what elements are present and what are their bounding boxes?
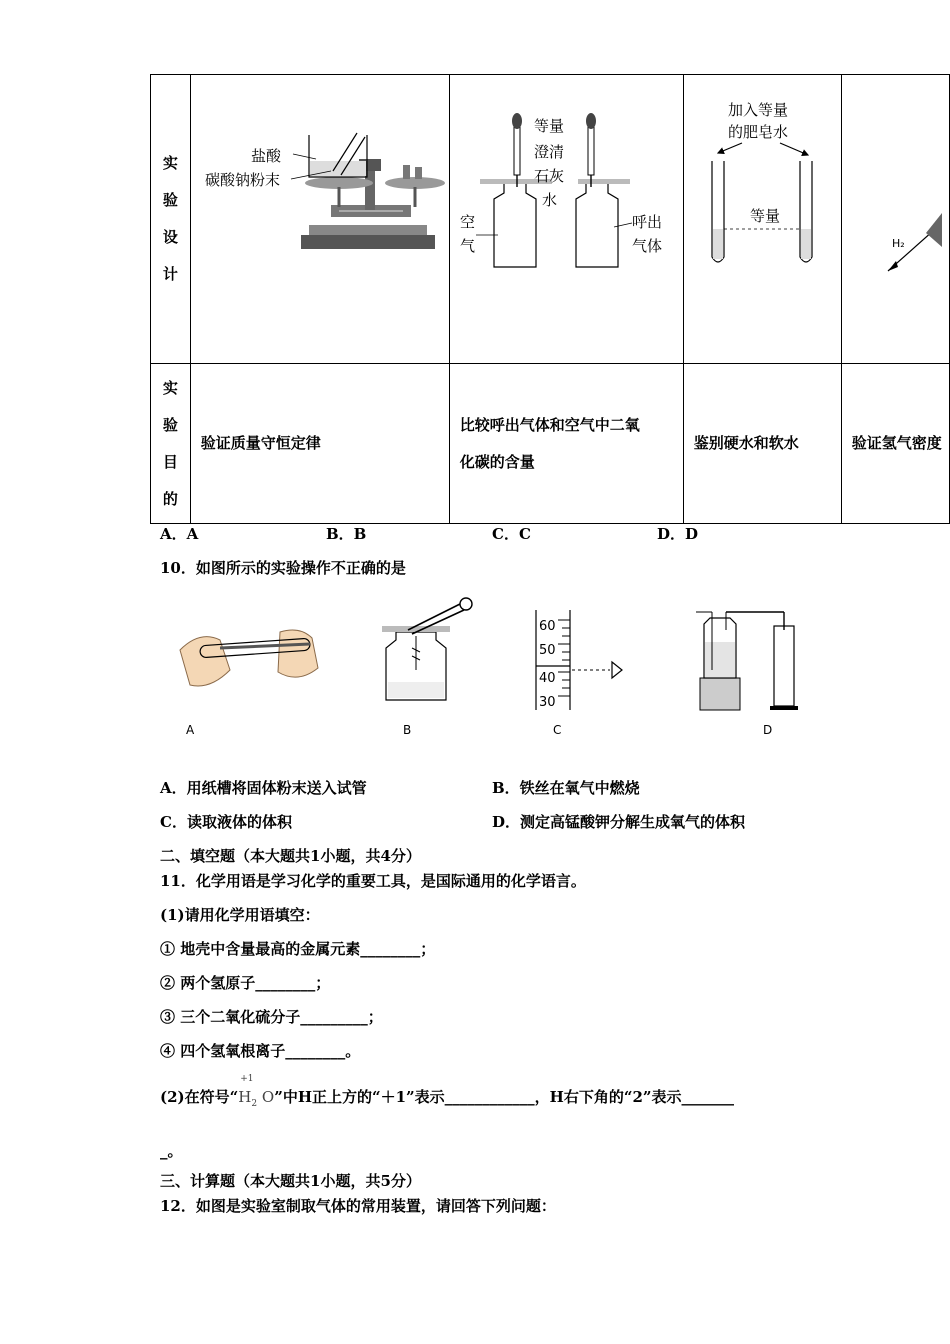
bottles-diagram <box>450 75 683 359</box>
cylinder-tick: 50 <box>539 643 556 658</box>
q11-item-2: ② 两个氢原子________； <box>160 974 331 992</box>
balloon <box>926 213 942 247</box>
q9-option-b[interactable]: B．B <box>326 525 367 543</box>
weight <box>403 165 410 179</box>
header-char: 设 <box>162 228 178 246</box>
label-equal-amount: 等量 <box>749 207 780 225</box>
section3-heading: 三、计算题（本大题共1小题，共5分） <box>160 1172 421 1190</box>
q11-part2 <box>160 1074 735 1109</box>
balance-base <box>301 235 435 249</box>
goal-b-line2: 化碳的含量 <box>459 452 535 471</box>
label-soap: 加入等量 <box>727 101 788 119</box>
exhaled-bottle <box>576 183 618 267</box>
fig-label-d: D <box>763 723 773 737</box>
fig-label-c: C <box>553 723 562 737</box>
label-na2co3: 碳酸钠粉末 <box>204 171 280 189</box>
q11-part2-pre: (2)在符号“ <box>160 1088 239 1106</box>
weight <box>415 167 422 179</box>
header-char: 实 <box>162 378 178 397</box>
goal-b <box>449 364 683 524</box>
q9-option-c[interactable]: C．C <box>492 525 531 543</box>
header-char: 实 <box>162 154 178 172</box>
q10-option-d[interactable]: D．测定高锰酸钾分解生成氧气的体积 <box>492 813 746 831</box>
q11-part1: (1)请用化学用语填空： <box>160 906 320 924</box>
label-hcl: 盐酸 <box>250 147 281 165</box>
symbol-h: H <box>238 1088 252 1106</box>
balance-base-top <box>309 225 427 235</box>
label-air: 空 <box>459 213 475 231</box>
q11-part2-end: _。 <box>160 1142 183 1160</box>
q12-stem: 12．如图是实验室制取气体的常用装置，请回答下列问题： <box>160 1197 556 1215</box>
q11-item-1: ① 地壳中含量最高的金属元素________； <box>160 940 436 958</box>
figure-b-jar <box>382 598 472 700</box>
q11-item-4: ④ 四个氢氧根离子________。 <box>160 1042 361 1060</box>
q10-figures <box>160 590 820 740</box>
goal-b-line1: 比较呼出气体和空气中二氧 <box>459 415 640 434</box>
section2-heading: 二、填空题（本大题共1小题，共4分） <box>160 847 421 865</box>
symbol-charge: +1 <box>240 1074 254 1084</box>
symbol-subscript: 2 <box>251 1099 258 1109</box>
goal-d: 验证氢气密度 <box>841 364 949 524</box>
design-cell-b <box>449 75 683 364</box>
label-air: 气 <box>459 237 475 255</box>
cylinder-tick: 30 <box>539 695 556 710</box>
cylinder-tick: 40 <box>539 671 556 686</box>
test-tubes-diagram <box>684 75 841 359</box>
header-char: 计 <box>162 265 178 283</box>
symbol-o: O <box>261 1088 275 1106</box>
header-char: 目 <box>162 452 178 471</box>
header-char: 验 <box>162 415 178 434</box>
chemical-symbol <box>238 1074 275 1109</box>
header-char: 验 <box>162 191 178 209</box>
q9-option-a[interactable]: A．A <box>160 525 199 543</box>
dropper-right <box>588 127 594 175</box>
q11-item-3: ③ 三个二氧化硫分子_________； <box>160 1008 383 1026</box>
q10-option-c[interactable]: C．读取液体的体积 <box>160 813 292 831</box>
q11-stem: 11．化学用语是学习化学的重要工具，是国际通用的化学语言。 <box>160 872 586 890</box>
q9-option-d[interactable]: D．D <box>657 525 699 543</box>
row-header-design <box>151 75 191 364</box>
figure-a-hands <box>180 630 318 686</box>
label-h2: H₂ <box>891 237 905 250</box>
label-exhaled: 呼出 <box>631 213 662 231</box>
air-bottle <box>494 183 536 267</box>
goal-c: 鉴别硬水和软水 <box>683 364 841 524</box>
design-cell-d <box>841 75 949 364</box>
design-cell-c <box>683 75 841 364</box>
fig-label-b: B <box>403 723 412 737</box>
label-soap: 的肥皂水 <box>727 123 788 141</box>
cylinder-tick: 60 <box>539 619 556 634</box>
row-header-purpose <box>151 364 191 524</box>
label-water: 水 <box>541 191 557 209</box>
label-clear: 澄清 <box>533 143 564 161</box>
dropper-left <box>514 127 520 175</box>
figure-d-apparatus <box>696 612 798 710</box>
q10-stem: 10．如图所示的实验操作不正确的是 <box>160 559 406 577</box>
label-equal: 等量 <box>533 117 564 135</box>
header-char: 的 <box>162 489 178 508</box>
eye-icon <box>612 662 622 678</box>
balloon-diagram <box>842 75 942 359</box>
q10-option-b[interactable]: B．铁丝在氧气中燃烧 <box>492 779 640 797</box>
fig-label-a: A <box>186 723 195 737</box>
label-exhaled: 气体 <box>631 237 662 255</box>
label-lime: 石灰 <box>533 167 564 185</box>
balance-diagram <box>191 75 449 359</box>
goal-a: 验证质量守恒定律 <box>190 364 449 524</box>
design-cell-a <box>190 75 449 364</box>
experiment-table <box>150 74 950 524</box>
q10-option-a[interactable]: A．用纸槽将固体粉末送入试管 <box>160 779 367 797</box>
q11-part2-post: ”中H正上方的“＋1”表示____________，H右下角的“2”表示_______ <box>274 1088 735 1106</box>
